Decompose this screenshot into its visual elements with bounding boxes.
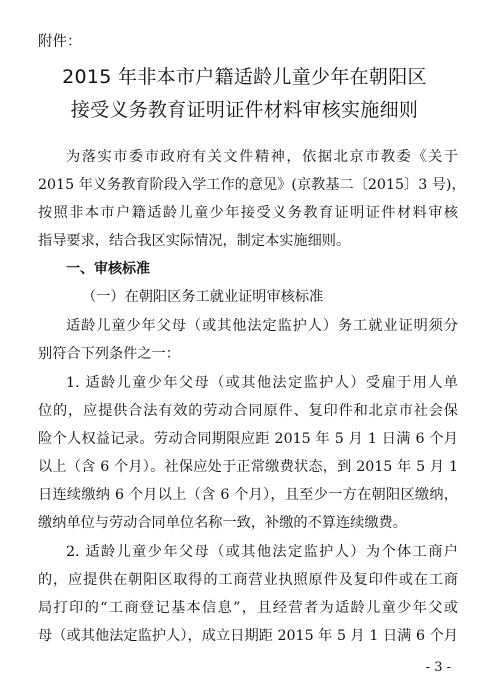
body-line: 2. 适龄儿童少年父母（或其他法定监护人）为个体工商户 — [66, 544, 458, 560]
body-line: 指导要求，结合我区实际情况，制定本实施细则。 — [38, 233, 351, 249]
body-line: 以上（含 6 个月）。社保应处于正常缴费状态，到 2015 年 5 月 1 — [38, 459, 458, 475]
body-line: 局打印的“工商登记基本信息”，且经营者为适龄儿童少年父或 — [38, 600, 458, 616]
page-number: - 3 - — [425, 660, 451, 675]
document-title-line-1: 2015 年非本市户籍适龄儿童少年在朝阳区 — [62, 66, 427, 88]
body-line: 1. 适龄儿童少年父母（或其他法定监护人）受雇于用人单 — [66, 375, 458, 391]
body-line: 2015 年义务教育阶段入学工作的意见》(京教基二〔2015〕3 号)， — [38, 177, 466, 193]
body-line: 的，应提供在朝阳区取得的工商营业执照原件及复印件或在工商 — [38, 572, 458, 588]
body-line: 别符合下列条件之一： — [38, 346, 180, 362]
body-line: 险个人权益记录。劳动合同期限应距 2015 年 5 月 1 日满 6 个月 — [38, 431, 458, 447]
body-line: 为落实市委市政府有关文件精神，依据北京市教委《关于 — [66, 149, 458, 165]
body-line: 日连续缴纳 6 个月以上（含 6 个月），且至少一方在朝阳区缴纳， — [38, 487, 458, 503]
attachment-label: 附件： — [38, 34, 82, 50]
document-title-line-2: 接受义务教育证明证件材料审核实施细则 — [70, 99, 419, 121]
body-line: 缴纳单位与劳动合同单位名称一致，补缴的不算连续缴费。 — [38, 515, 407, 531]
body-line: 适龄儿童少年父母（或其他法定监护人）务工就业证明须分 — [66, 318, 458, 334]
body-line: 按照非本市户籍适龄儿童少年接受义务教育证明证件材料审核 — [38, 205, 458, 221]
body-line: 母（或其他法定监护人），成立日期距 2015 年 5 月 1 日满 6 个月 — [38, 628, 458, 644]
body-line: 位的，应提供合法有效的劳动合同原件、复印件和北京市社会保 — [38, 403, 458, 419]
section-heading: 一、审核标准 — [66, 261, 150, 277]
subsection-heading: （一）在朝阳区务工就业证明审核标准 — [82, 289, 324, 305]
